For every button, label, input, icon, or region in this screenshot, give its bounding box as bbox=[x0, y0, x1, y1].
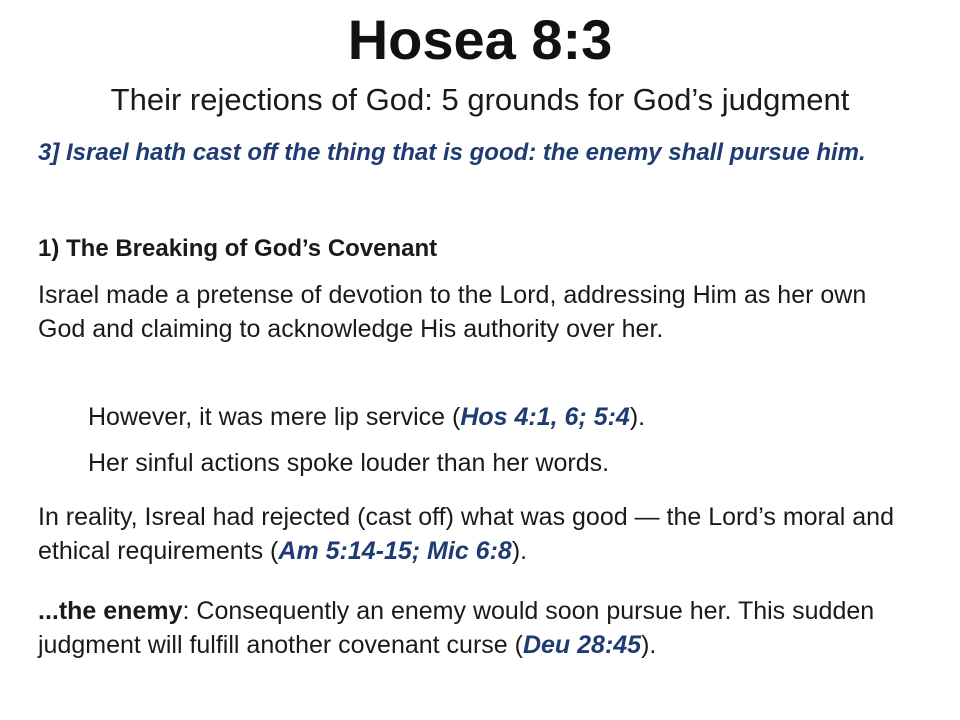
paragraph-enemy bbox=[38, 594, 918, 662]
paragraph-rejected-end: ). bbox=[511, 537, 528, 565]
paragraph-enemy-end: ). bbox=[641, 631, 657, 659]
scripture-reference: Am 5:14-15; Mic 6:8 bbox=[278, 537, 512, 565]
scripture-verse: 3] Israel hath cast off the thing that is good: the enemy shall pursue him. bbox=[38, 139, 866, 166]
section-heading: 1) The Breaking of God’s Covenant bbox=[38, 235, 438, 262]
paragraph-rejected bbox=[38, 500, 918, 568]
paragraph-enemy-text: : Consequently an enemy would soon pursue her. This sudden judgment will fulfill another covenant curse ( bbox=[38, 597, 875, 659]
slide-subtitle: Their rejections of God: 5 grounds for God’s judgment bbox=[110, 82, 850, 117]
keyword-enemy: ...the enemy bbox=[38, 597, 183, 625]
bullet-lip-service bbox=[88, 400, 928, 434]
bullet-lip-service-end: ). bbox=[629, 403, 646, 431]
paragraph-devotion: Israel made a pretense of devotion to the Lord, addressing Him as her own God and claiming to acknowledge His authority over her. bbox=[38, 281, 867, 343]
slide-title: Hosea 8:3 bbox=[347, 8, 613, 71]
bullet-sinful-actions: Her sinful actions spoke louder than her words. bbox=[88, 449, 610, 477]
bullet-lip-service-text: However, it was mere lip service ( bbox=[88, 403, 461, 431]
scripture-reference: Hos 4:1, 6; 5:4 bbox=[460, 403, 630, 431]
scripture-reference: Deu 28:45 bbox=[522, 631, 642, 659]
paragraph-rejected-text: In reality, Isreal had rejected (cast off) what was good — the Lord’s moral and ethical requirements ( bbox=[38, 503, 894, 565]
